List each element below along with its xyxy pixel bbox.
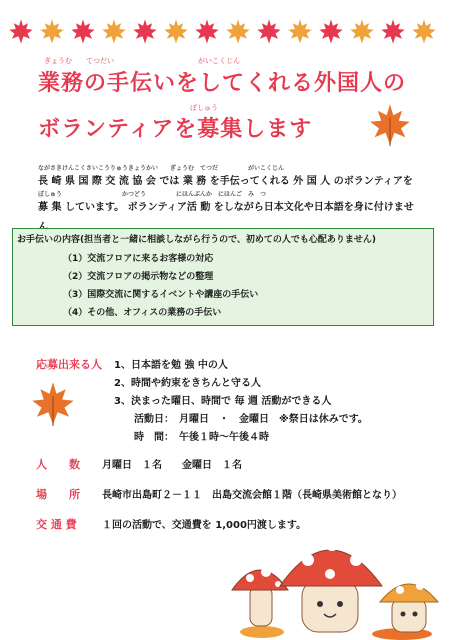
people-label: 人 数	[36, 458, 80, 471]
maple-leaf-icon	[132, 18, 158, 44]
requirement-item: 3、決まった曜日、時間で 毎 週 活動ができる人	[114, 396, 332, 407]
tasks-box	[12, 228, 434, 326]
intro-ruby-1: ながさきけんこくさいこうりゅうきょうかい ぎょうむ てつだ がいこくじん	[38, 165, 285, 172]
maple-leaf-icon	[39, 18, 65, 44]
maple-leaf-icon	[287, 18, 313, 44]
leaf-border	[8, 18, 444, 48]
place-label: 場 所	[36, 488, 80, 501]
maple-leaf-icon	[411, 18, 437, 44]
task-item: （4）その他、オフィスの業務の手伝い	[63, 308, 222, 318]
maple-leaf-icon	[256, 18, 282, 44]
maple-leaf-icon	[368, 102, 412, 146]
page-title-line-2: ボランティアを募集します	[38, 117, 313, 142]
mushroom-illustration	[222, 520, 452, 640]
maple-leaf-icon	[163, 18, 189, 44]
maple-leaf-icon	[101, 18, 127, 44]
transport-value: １回の活動で、交通費を 1,000円渡します。	[102, 520, 307, 531]
task-item: （2）交流フロアの掲示物などの整理	[63, 272, 214, 282]
activity-time: 時 間： 午後１時～午後４時	[134, 432, 269, 443]
page-title-line-1: 業務の手伝いをしてくれる外国人の	[38, 71, 407, 96]
tasks-header: お手伝いの内容(担当者と一緒に相談しながら行うので、初めての人でも心配ありません)	[17, 235, 377, 245]
requirement-item: 2、時間や約束をきちんと守る人	[114, 378, 261, 389]
requirement-item: 1、日本語を勉 強 中の人	[114, 360, 228, 371]
task-item: （3）国際交流に関するイベントや講座の手伝い	[63, 290, 259, 300]
maple-leaf-icon	[8, 18, 34, 44]
transport-label: 交 通 費	[36, 518, 77, 531]
intro-line-2: 募 集 しています。 ボランティア活 動 をしながら日本文化や日本語を身に付けませ	[38, 202, 414, 213]
maple-leaf-icon	[30, 380, 76, 426]
maple-leaf-icon	[225, 18, 251, 44]
task-item: （1）交流フロアに来るお客様の対応	[63, 254, 214, 264]
title-ruby-2: ぼしゅう	[190, 104, 218, 112]
maple-leaf-icon	[349, 18, 375, 44]
maple-leaf-icon	[194, 18, 220, 44]
activity-days: 活動日： 月曜日 ・ 金曜日 ※祭日は休みです。	[134, 414, 368, 425]
people-value: 月曜日 １名 金曜日 １名	[102, 460, 242, 471]
intro-ruby-2: ぼしゅう かつどう にほんぶんか にほんご み つ	[38, 191, 267, 198]
maple-leaf-icon	[380, 18, 406, 44]
maple-leaf-icon	[70, 18, 96, 44]
maple-leaf-icon	[318, 18, 344, 44]
title-ruby-1: ぎょうむ てつだい がいこくじん	[44, 57, 240, 65]
place-value: 長崎市出島町２－１１ 出島交流会館１階（長崎県美術館となり）	[102, 490, 402, 501]
intro-line-1: 長 崎 県 国 際 交 流 協 会 では 業 務 を手伝ってくれる 外 国 人 のボランティアを	[38, 176, 413, 187]
requirements-label: 応募出来る人	[36, 358, 102, 371]
